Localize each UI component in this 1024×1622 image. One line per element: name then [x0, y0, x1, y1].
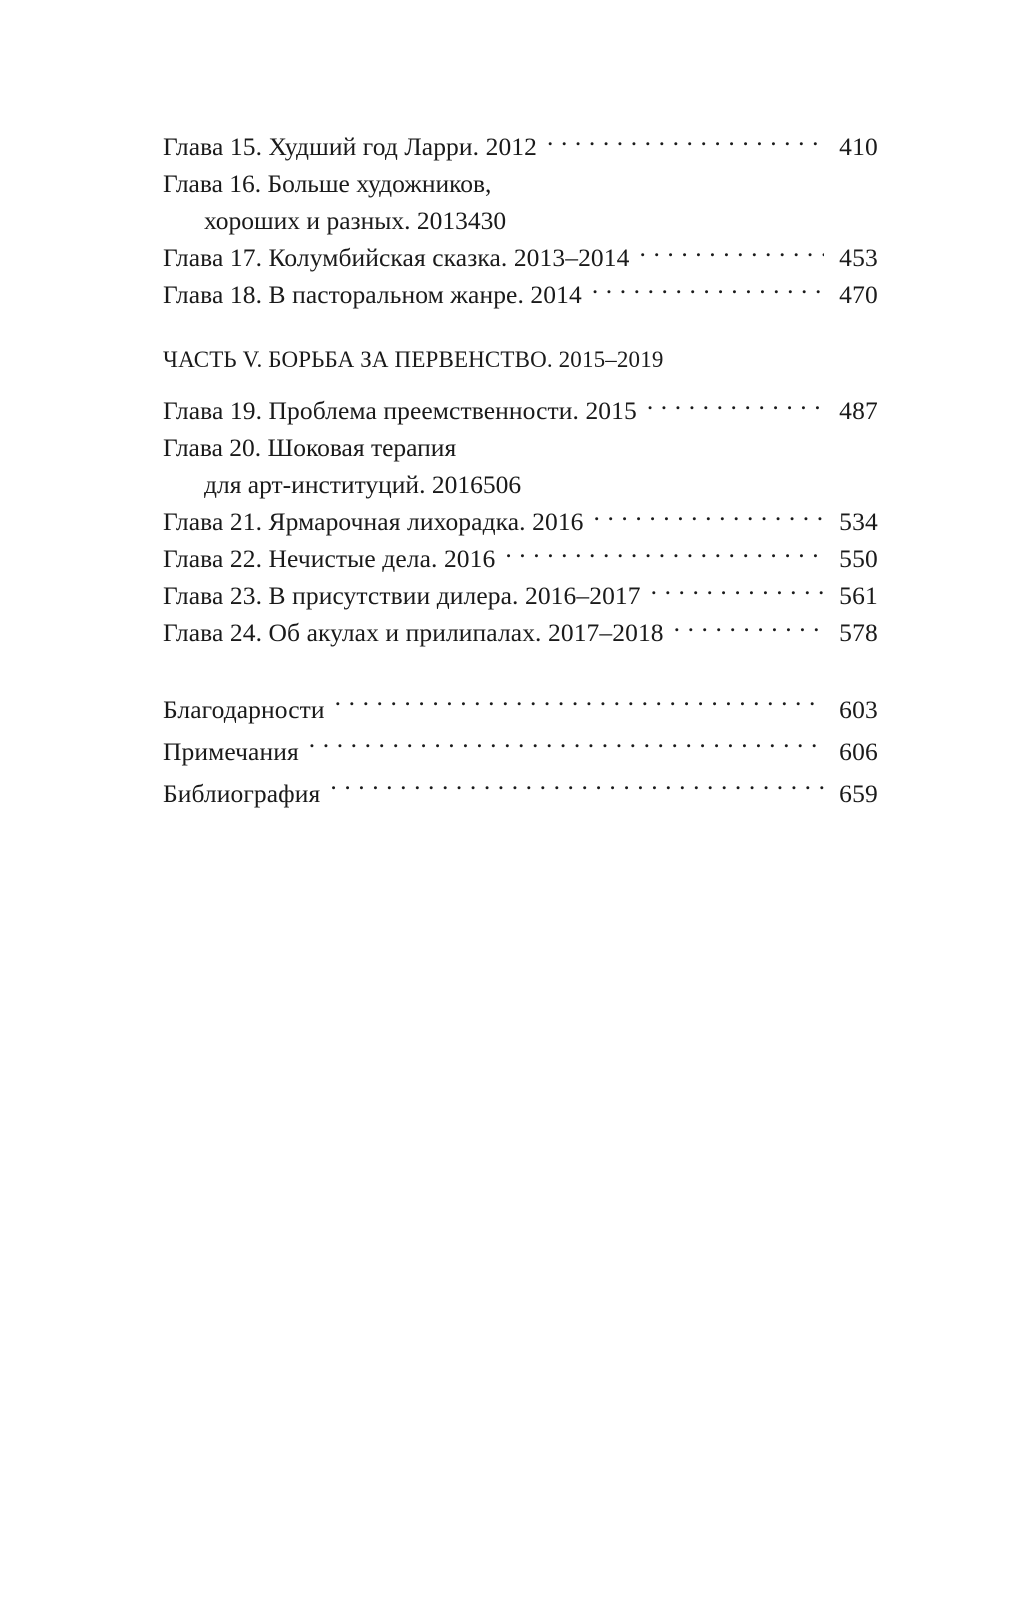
dot-leader [547, 130, 824, 156]
toc-entry-title: Глава 24. Об акулах и прилипалах. 2017–2018 [163, 618, 664, 647]
toc-entry-title: Библиография [163, 779, 321, 808]
toc-entry[interactable] [163, 429, 878, 503]
toc-entry-page: 534 [839, 507, 878, 536]
toc-entry[interactable] [163, 165, 878, 239]
dot-leader [592, 278, 824, 304]
toc-section-chapters-15-18 [163, 128, 878, 313]
toc-entry-page: 487 [839, 396, 878, 425]
toc-entry[interactable] [163, 128, 878, 165]
toc-entry[interactable] [163, 392, 878, 429]
toc-entry-title: Глава 17. Колумбийская сказка. 2013–2014 [163, 243, 630, 272]
toc-entry-title: Глава 18. В пасторальном жанре. 2014 [163, 280, 582, 309]
toc-entry-page: 659 [839, 779, 878, 808]
toc-entry-page: 606 [839, 737, 878, 766]
toc-entry-title-line2: для арт-институций. 2016 [204, 470, 483, 499]
dot-leader [505, 542, 824, 568]
dot-leader [330, 777, 824, 803]
toc-entry[interactable] [163, 577, 878, 614]
toc-entry-page: 410 [839, 132, 878, 161]
dot-leader [335, 693, 824, 719]
toc-entry-page: 550 [839, 544, 878, 573]
toc-entry-page: 453 [839, 243, 878, 272]
toc-entry[interactable] [163, 614, 878, 651]
toc-entry[interactable] [163, 540, 878, 577]
toc-entry-title: Благодарности [163, 695, 325, 724]
toc-part-heading: ЧАСТЬ V. БОРЬБА ЗА ПЕРВЕНСТВО. 2015–2019 [163, 347, 664, 372]
toc-entry-title: Глава 15. Худший год Ларри. 2012 [163, 132, 538, 161]
toc-entry-title: Глава 21. Ярмарочная лихорадка. 2016 [163, 507, 584, 536]
toc-entry-title-line1: Глава 16. Больше художников, [163, 169, 492, 198]
dot-leader [674, 616, 824, 642]
dot-leader [640, 241, 825, 267]
toc-section-chapters-19-24 [163, 392, 878, 651]
toc-entry-title: Глава 22. Нечистые дела. 2016 [163, 544, 496, 573]
toc-entry[interactable] [163, 689, 878, 731]
toc-entry-page: 506 [482, 470, 522, 499]
dot-leader [594, 505, 824, 531]
toc-entry-title-line2: хороших и разных. 2013 [204, 206, 468, 235]
toc-entry-page: 603 [839, 695, 878, 724]
toc-entry-title: Примечания [163, 737, 299, 766]
toc-entry-page: 561 [839, 581, 878, 610]
toc-entry[interactable] [163, 503, 878, 540]
dot-leader [651, 579, 824, 605]
toc-entry-page: 430 [467, 206, 507, 235]
toc-section-backmatter [163, 689, 878, 815]
dot-leader [647, 394, 824, 420]
toc-entry-page: 578 [839, 618, 878, 647]
toc-entry-title: Глава 19. Проблема преемственности. 2015 [163, 396, 637, 425]
toc-list [163, 128, 878, 815]
dot-leader [309, 735, 824, 761]
toc-entry[interactable] [163, 773, 878, 815]
toc-entry[interactable] [163, 276, 878, 313]
toc-entry-page: 470 [839, 280, 878, 309]
toc-entry-title-line1: Глава 20. Шоковая терапия [163, 433, 457, 462]
toc-entry-title: Глава 23. В присутствии дилера. 2016–2017 [163, 581, 641, 610]
toc-entry[interactable] [163, 239, 878, 276]
toc-entry[interactable] [163, 731, 878, 773]
